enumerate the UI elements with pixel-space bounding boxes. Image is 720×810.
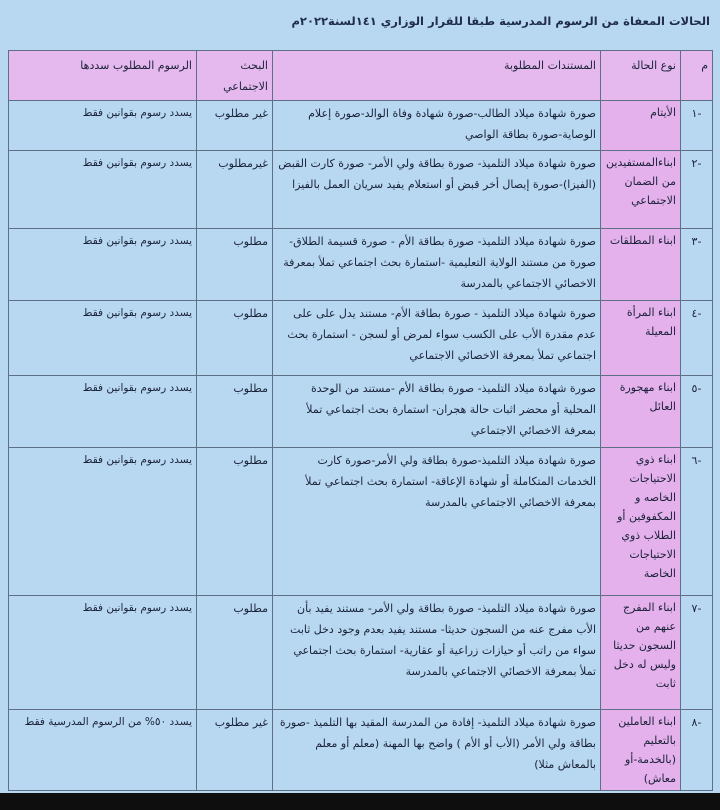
header-type: نوع الحالة: [601, 51, 681, 101]
row-type: ابناءالمستفيدين من الضمان الاجتماعي: [601, 151, 681, 229]
row-docs: صورة شهادة ميلاد التلميذ-صورة بطاقة ولي الأمر-صورة كارت الخدمات المتكاملة أو شهادة الإعاقة- استمارة بحث اجتماعي تملأ بمعرفة الاخصائي الاجتماعي بالمدرسة: [273, 448, 601, 596]
row-num: -١: [681, 101, 713, 151]
row-social: مطلوب: [197, 596, 273, 710]
row-num: -٧: [681, 596, 713, 710]
table-row: [9, 376, 713, 448]
row-fee: يسدد رسوم بقوانين فقط: [9, 301, 197, 376]
exempt-cases-table: [8, 50, 713, 791]
row-fee: يسدد رسوم بقوانين فقط: [9, 596, 197, 710]
row-social: غير مطلوب: [197, 101, 273, 151]
row-docs: صورة شهادة ميلاد الطالب-صورة شهادة وفاة الوالد-صورة إعلام الوصاية-صورة بطاقة الواصي: [273, 101, 601, 151]
row-social: مطلوب: [197, 376, 273, 448]
row-fee: يسدد رسوم بقوانين فقط: [9, 448, 197, 596]
row-num: -٣: [681, 229, 713, 301]
row-fee: يسدد رسوم بقوانين فقط: [9, 151, 197, 229]
row-type: ابناء ذوي الاحتياجات الخاصه و المكفوفين أو الطلاب ذوي الاحتياجات الخاصة: [601, 448, 681, 596]
row-type: ابناء مهجورة العائل: [601, 376, 681, 448]
row-num: -٦: [681, 448, 713, 596]
row-fee: يسدد رسوم بقوانين فقط: [9, 229, 197, 301]
header-social: البحث الاجتماعي: [197, 51, 273, 101]
row-social: مطلوب: [197, 301, 273, 376]
page-title: الحالات المعفاة من الرسوم المدرسية طبقا للقرار الوزاري ١٤١لسنة٢٠٢٢م: [291, 14, 710, 28]
table-row: [9, 151, 713, 229]
header-fee: الرسوم المطلوب سددها: [9, 51, 197, 101]
bottom-border: [0, 793, 720, 810]
table-row: [9, 448, 713, 596]
table-row: [9, 710, 713, 791]
row-fee: يسدد رسوم بقوانين فقط: [9, 101, 197, 151]
table-header-row: [9, 51, 713, 101]
row-docs: صورة شهادة ميلاد التلميذ - صورة بطاقة الأم- مستند يدل على على عدم مقدرة الأب على الكسب سواء لمرض أو لسجن - استمارة بحث اجتماعي تملأ بمعرفة الاخصائي الاجتماعي: [273, 301, 601, 376]
row-docs: صورة شهادة ميلاد التلميذ- إفادة من المدرسة المقيد بها التلميذ -صورة بطاقة ولي الأمر (الأب أو الأم ) واضح بها المهنة (معلم أو معلم بالمعاش مثلا): [273, 710, 601, 791]
table-row: [9, 596, 713, 710]
table-row: [9, 229, 713, 301]
row-fee: يسدد رسوم بقوانين فقط: [9, 376, 197, 448]
row-type: ابناء المفرج عنهم من السجون حديثا وليس له دخل ثابت: [601, 596, 681, 710]
row-social: غيرمطلوب: [197, 151, 273, 229]
row-num: -٨: [681, 710, 713, 791]
row-type: ابناء المطلقات: [601, 229, 681, 301]
row-social: غير مطلوب: [197, 710, 273, 791]
header-num: م: [681, 51, 713, 101]
header-docs: المستندات المطلوبة: [273, 51, 601, 101]
row-num: -٥: [681, 376, 713, 448]
row-num: -٤: [681, 301, 713, 376]
row-social: مطلوب: [197, 229, 273, 301]
row-docs: صورة شهادة ميلاد التلميذ- صورة بطاقة ولي الأمر- مستند يفيد بأن الأب مفرج عنه من السجون حديثا- مستند يفيد بعدم وجود دخل ثابت سواء من راتب أو حيازات زراعية أو عقارية- استمارة بحث اجتماعي تملأ بمعرفة الاخصائي الاجتماعي بالمدرسة: [273, 596, 601, 710]
row-fee: يسدد ٥٠% من الرسوم المدرسية فقط: [9, 710, 197, 791]
row-type: ابناء العاملين بالتعليم (بالخدمة-أو معاش): [601, 710, 681, 791]
row-docs: صورة شهادة ميلاد التلميذ- صورة بطاقة الأم - صورة قسيمة الطلاق-صورة من مستند الولاية التعليمية -استمارة بحث اجتماعي تملأ بمعرفة الاخصائي الاجتماعي بالمدرسة: [273, 229, 601, 301]
row-type: ابناء المرأة المعيلة: [601, 301, 681, 376]
row-num: -٢: [681, 151, 713, 229]
row-docs: صورة شهادة ميلاد التلميذ- صورة بطاقة الأم -مستند من الوحدة المحلية أو محضر اثبات حالة هجران- استمارة بحث اجتماعي تملأ بمعرفة الاخصائي الاجتماعي: [273, 376, 601, 448]
table-row: [9, 301, 713, 376]
row-docs: صورة شهادة ميلاد التلميذ- صورة بطاقة ولي الأمر- صورة كارت القبض (الفيزا)-صورة إيصال أخر قبض أو استعلام يفيد سريان العمل بالفيزا: [273, 151, 601, 229]
row-social: مطلوب: [197, 448, 273, 596]
table-row: [9, 101, 713, 151]
row-type: الأيتام: [601, 101, 681, 151]
